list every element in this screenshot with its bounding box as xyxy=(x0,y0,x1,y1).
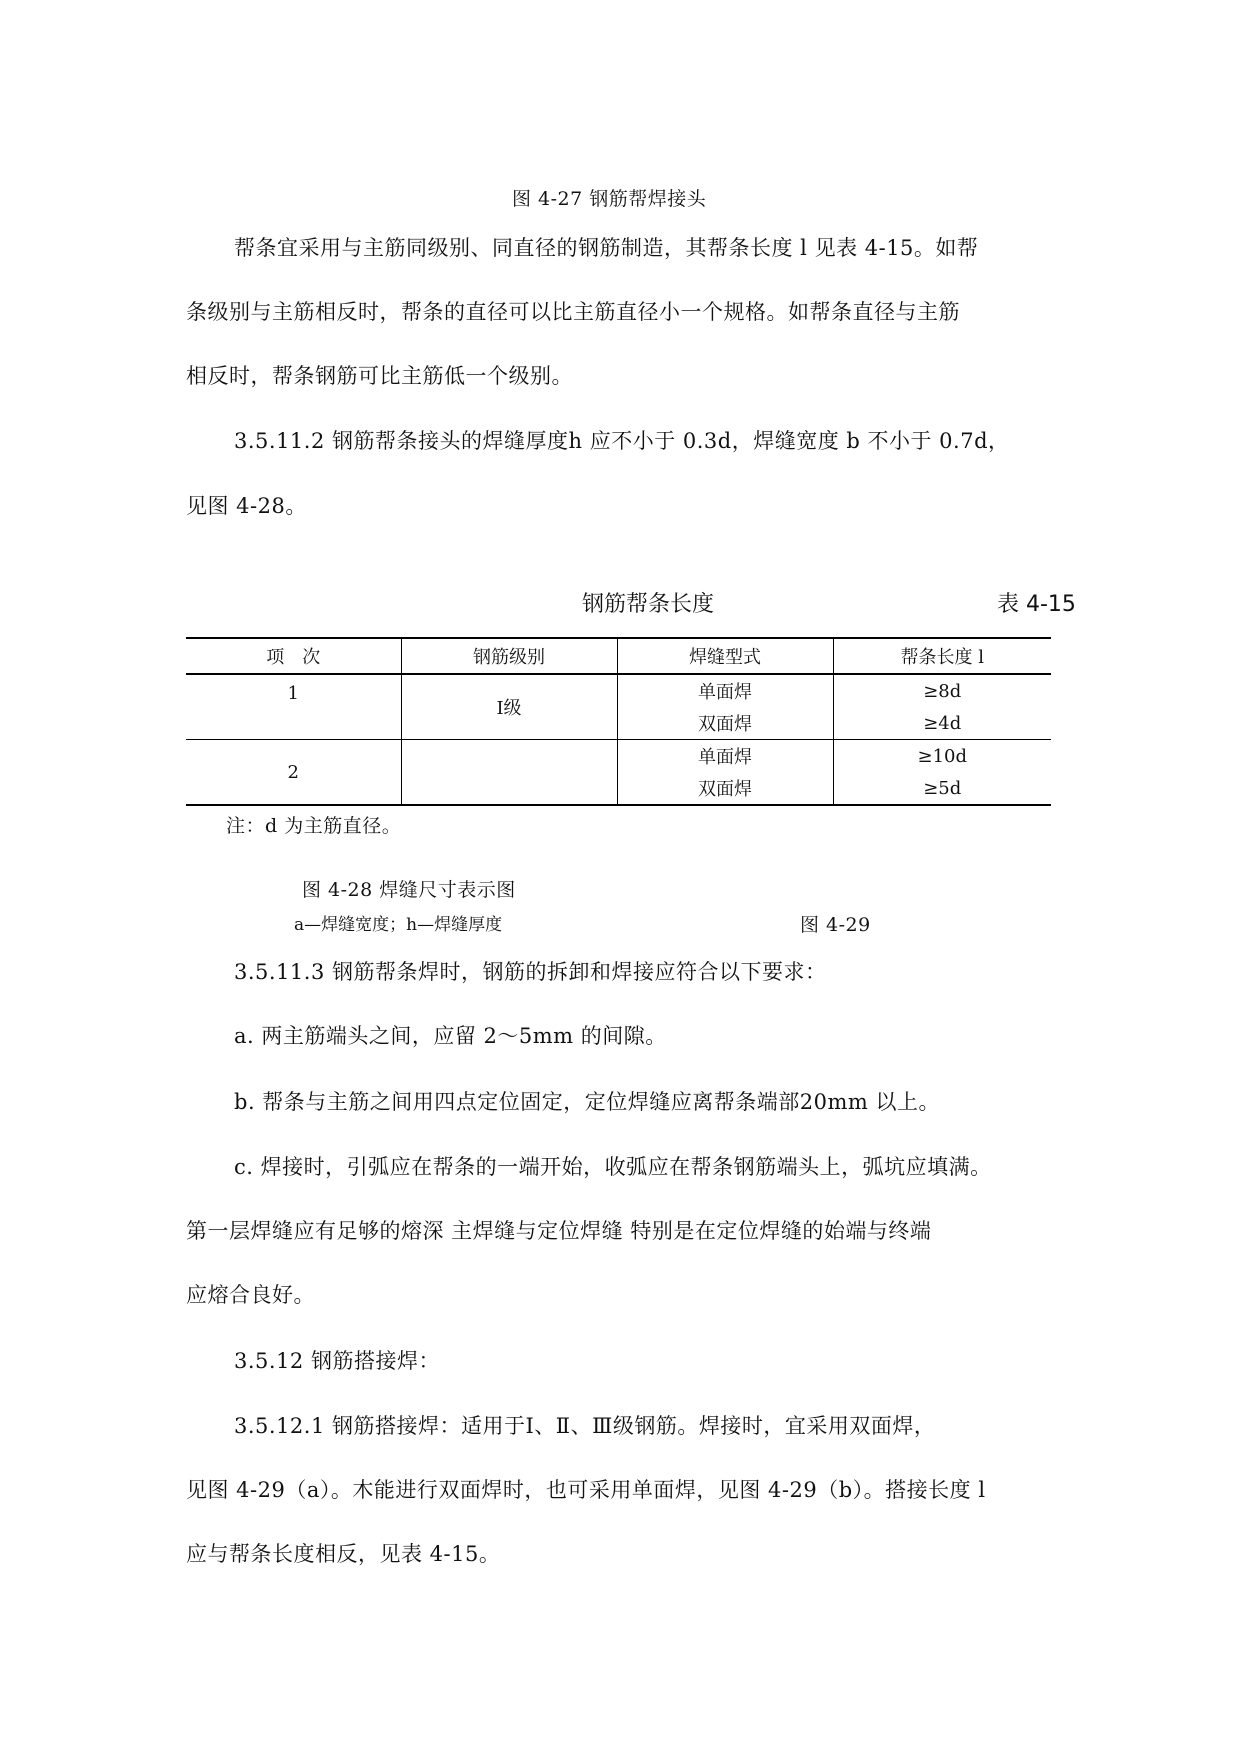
table-cell-weld: 单面焊 xyxy=(617,674,833,707)
table-cell-weld: 双面焊 xyxy=(617,707,833,740)
section-3-5-11-2-line: 3.5.11.2 钢筋帮条接头的焊缝厚度h 应不小于 0.3d，焊缝宽度 b 不小于 0.7d， xyxy=(234,429,1010,453)
table-cell-length: ≥5d xyxy=(833,772,1051,805)
list-item-c-line: 第一层焊缝应有足够的熔深 主焊缝与定位焊缝 特别是在定位焊缝的始端与终端 xyxy=(186,1219,932,1243)
table-cell-length: ≥4d xyxy=(833,707,1051,740)
table-cell-grade xyxy=(401,740,617,806)
table-cell-item: 1 xyxy=(186,674,401,740)
section-3-5-12-1-line: 见图 4-29（a）。木能进行双面焊时，也可采用单面焊，见图 4-29（b）。搭接长度 l xyxy=(186,1478,986,1502)
figure-4-28-caption: 图 4-28 焊缝尺寸表示图 xyxy=(302,879,516,901)
figure-4-27-caption: 图 4-27 钢筋帮焊接头 xyxy=(512,188,707,210)
table-cell-item: 2 xyxy=(186,740,401,806)
table-cell-grade: Ⅰ级 xyxy=(401,674,617,740)
table-header-row xyxy=(186,638,1051,674)
section-3-5-12-1-line: 应与帮条长度相反，见表 4-15。 xyxy=(186,1542,501,1566)
table-number: 表 4-15 xyxy=(997,592,1076,617)
table-cell-weld: 双面焊 xyxy=(617,772,833,805)
weld-strip-length-table xyxy=(186,637,1051,806)
table-header-cell: 钢筋级别 xyxy=(401,638,617,674)
table-row xyxy=(186,674,1051,707)
list-item-a: a. 两主筋端头之间，应留 2～5mm 的间隙。 xyxy=(234,1024,667,1048)
section-3-5-11-2-line: 见图 4-28。 xyxy=(186,494,307,518)
list-item-b: b. 帮条与主筋之间用四点定位固定，定位焊缝应离帮条端部20mm 以上。 xyxy=(234,1090,941,1114)
paragraph-line: 帮条宜采用与主筋同级别、同直径的钢筋制造，其帮条长度 l 见表 4-15。如帮 xyxy=(234,236,979,260)
table-header-cell: 帮条长度 l xyxy=(833,638,1051,674)
section-3-5-12-1-line: 3.5.12.1 钢筋搭接焊：适用于Ⅰ、Ⅱ、Ⅲ级钢筋。焊接时，宜采用双面焊， xyxy=(234,1414,936,1438)
table-row xyxy=(186,740,1051,773)
paragraph-line: 条级别与主筋相反时，帮条的直径可以比主筋直径小一个规格。如帮条直径与主筋 xyxy=(186,300,960,324)
section-3-5-12: 3.5.12 钢筋搭接焊： xyxy=(234,1349,440,1373)
table-cell-length: ≥8d xyxy=(833,674,1051,707)
table-cell-weld: 单面焊 xyxy=(617,740,833,773)
table-header-cell: 焊缝型式 xyxy=(617,638,833,674)
figure-4-28-legend: a—焊缝宽度；h—焊缝厚度 xyxy=(294,915,503,935)
list-item-c-line: 应熔合良好。 xyxy=(186,1283,315,1307)
table-title: 钢筋帮条长度 xyxy=(582,592,715,617)
list-item-c-line: c. 焊接时，引弧应在帮条的一端开始，收弧应在帮条钢筋端头上，弧坑应填满。 xyxy=(234,1155,992,1179)
paragraph-line: 相反时，帮条钢筋可比主筋低一个级别。 xyxy=(186,364,573,388)
table-cell-length: ≥10d xyxy=(833,740,1051,773)
section-3-5-11-3: 3.5.11.3 钢筋帮条焊时，钢筋的拆卸和焊接应符合以下要求： xyxy=(234,960,827,984)
figure-4-29-caption: 图 4-29 xyxy=(800,914,871,936)
table-header-cell: 项 次 xyxy=(186,638,401,674)
table-note: 注：d 为主筋直径。 xyxy=(226,815,402,837)
